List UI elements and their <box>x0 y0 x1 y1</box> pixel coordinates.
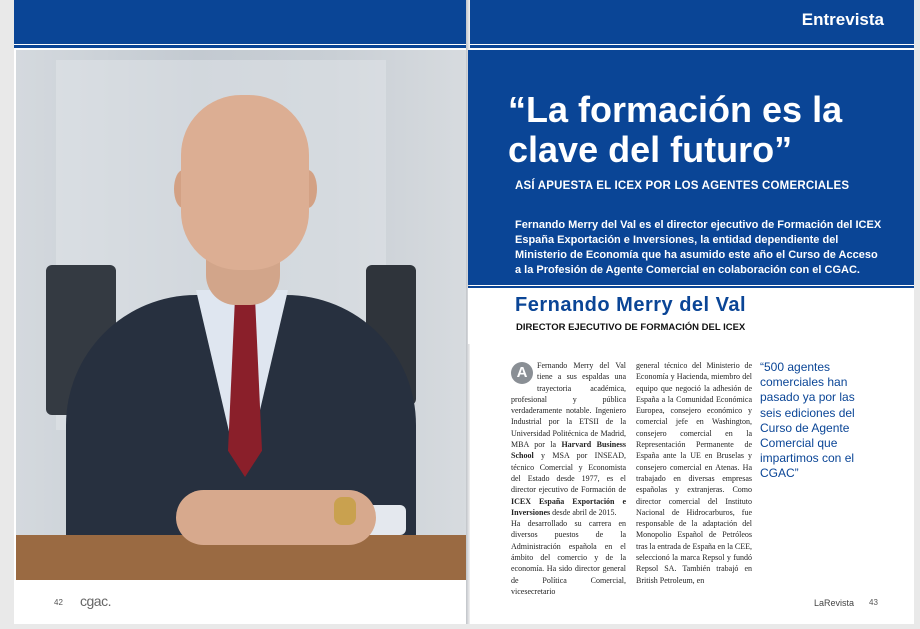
pull-quote: “500 agentes comerciales han pasado ya por las seis ediciones del Curso de Agente Comercial que impartimos con el CGAC” <box>760 360 855 481</box>
right-page-number: 43 <box>869 598 878 607</box>
intro-paragraph: Fernando Merry del Val es el director ejecutivo de Formación del ICEX España Exportación e Inversiones, la entidad dependiente del Ministerio de Economía que ha asumido este año el Curso de Acceso a la Profesión de Agente Comercial en colaboración con el CGAC. <box>515 219 882 276</box>
dropcap: A <box>511 362 533 384</box>
body-bold-text: ICEX España Exportación e Inversiones <box>511 496 626 517</box>
body-paragraph-3: general técnico del Ministerio de Economía y Hacienda, miembro del equipo que negoció la adhesión de España a la Comunidad Económica Europea, consejero económico y comercial jefe en Washington, consejero comercial en la Representación Permanente de España ante la UE en Bruselas y consejero comercial en Atenas. Ha trabajado en diversas empresas españolas y extranjeras. Como director comercial del Instituto Nacional de Hidrocarburos, fue responsable de la adaptación del Monopolio Español de Petróleos tras la entrada de España en la CEE, seleccionó la marca Repsol y fundó Repsol SA. También trabajó en British Petroleum, en <box>636 361 752 585</box>
portrait-photo <box>16 50 468 580</box>
right-brand-logo: LaRevista <box>814 598 855 608</box>
body-column-1 <box>511 360 626 597</box>
section-label: Entrevista <box>801 10 884 29</box>
interviewee-name: Fernando Merry del Val <box>515 294 747 316</box>
body-text: Fernando Merry del Val tiene a sus espaldas una trayectoria académica, profesional y pública verdaderamente notable. Ingeniero Industrial por la ETSII de la Universidad Politécnica de Madrid, MBA por la <box>511 361 626 450</box>
header-rule <box>14 45 914 48</box>
body-bold-text: Harvard Business School <box>511 440 626 461</box>
body-paragraph-2: Ha desarrollado su carrera en diversos puestos de la Administración española en el ámbito del comercio y de la economía. Ha sido director general de Política Comercial, vicesecretario <box>511 519 626 596</box>
headline-block <box>468 50 914 285</box>
body-paragraph-1 <box>511 360 626 518</box>
interviewee-role: DIRECTOR EJECUTIVO DE FORMACIÓN DEL ICEX <box>516 322 746 333</box>
body-text: desde abril de 2015. <box>550 507 617 517</box>
left-brand-logo: cgac. <box>80 593 111 609</box>
subheadline: ASÍ APUESTA EL ICEX POR LOS AGENTES COMERCIALES <box>515 180 850 192</box>
magazine-spread <box>14 0 914 624</box>
header-band <box>14 0 914 44</box>
body-text: y MSA por INSEAD, técnico Comercial y Economista del Estado desde 1977, es el director ejecutivo de Formación de <box>511 451 626 495</box>
photo-head <box>181 95 309 270</box>
headline: “La formación es la clave del futuro” <box>508 89 843 170</box>
body-column-2 <box>636 360 752 586</box>
name-band <box>468 286 914 344</box>
photo-watch <box>334 497 356 525</box>
left-page-number: 42 <box>54 598 63 607</box>
